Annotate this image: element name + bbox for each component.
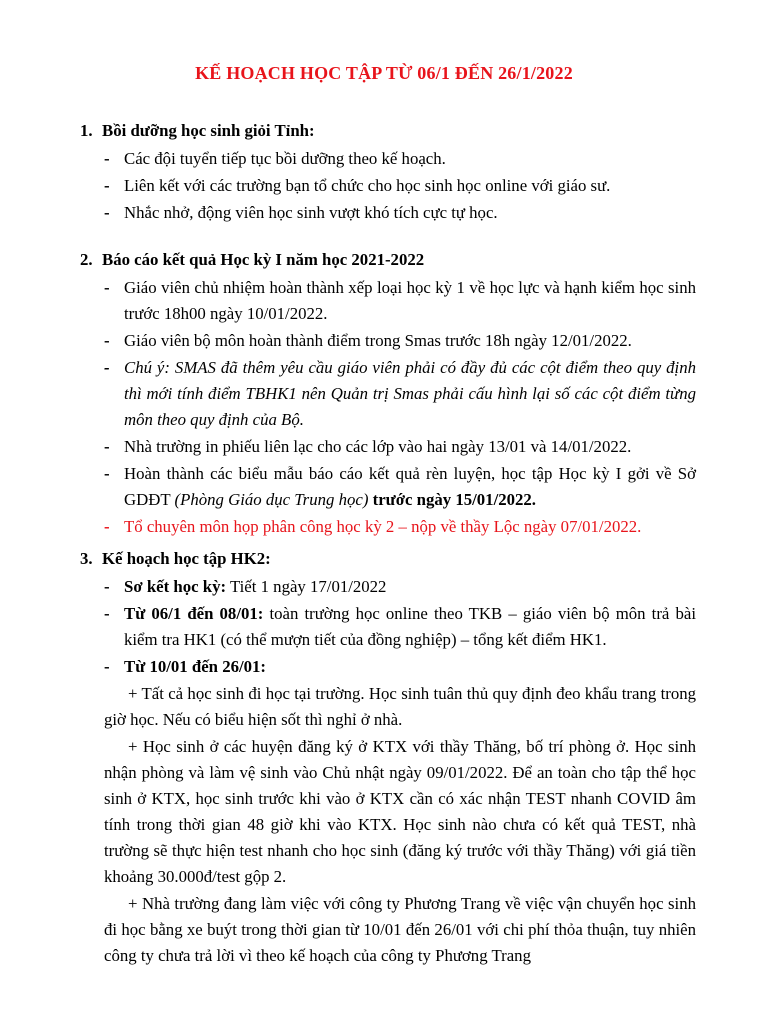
section-1-number: 1. — [80, 121, 93, 140]
list-item: - Các đội tuyển tiếp tục bồi dưỡng theo kế hoạch. — [80, 146, 696, 172]
list-item — [80, 461, 696, 513]
paragraph: + Tất cả học sinh đi học tại trường. Học sinh tuân thủ quy định đeo khẩu trang trong giờ học. Nếu có biểu hiện sốt thì nghỉ ở nhà. — [104, 684, 696, 729]
list-item: - Giáo viên chủ nhiệm hoàn thành xếp loại học kỳ 1 về học lực và hạnh kiểm học sinh trước 18h00 ngày 10/01/2022. — [80, 275, 696, 327]
item-text: toàn trường học online theo TKB – giáo viên bộ môn trả bài kiểm tra HK1 (có thể mượn tiết của đồng nghiệp) – tổng kết điểm HK1. — [124, 604, 696, 649]
section-1-heading — [80, 118, 696, 146]
item-label: Từ 10/01 đến 26/01: — [124, 657, 267, 676]
list-item: - Nhắc nhở, động viên học sinh vượt khó tích cực tự học. — [80, 200, 696, 226]
paragraph: + Học sinh ở các huyện đăng ký ở KTX với thầy Thăng, bố trí phòng ở. Học sinh nhận phòng và làm vệ sinh vào Chủ nhật ngày 09/01/2022. Để an toàn cho tập thể học sinh ở KTX, học sinh trước khi vào ở KTX cần có xác nhận TEST nhanh COVID âm tính trong thời gian 48 giờ khi vào KTX. Học sinh nào chưa có kết quả TEST, nhà trường sẽ thực hiện test nhanh cho học sinh (đăng ký trước với thầy Thăng) với giá tiền khoảng 30.000đ/test gộp 2. — [104, 737, 696, 886]
item-text: Tiết 1 ngày 17/01/2022 — [226, 577, 387, 596]
item-label: Sơ kết học kỳ: — [124, 577, 227, 596]
section-2-title: Báo cáo kết quả Học kỳ I năm học 2021-2022 — [102, 250, 425, 269]
section-3 — [80, 546, 696, 969]
section-2-number: 2. — [80, 250, 93, 269]
list-item — [80, 654, 696, 680]
section-1-title: Bồi dưỡng học sinh giỏi Tỉnh: — [102, 121, 315, 140]
item-deadline: trước ngày 15/01/2022. — [368, 490, 536, 509]
document-title: KẾ HOẠCH HỌC TẬP TỪ 06/1 ĐẾN 26/1/2022 — [195, 63, 573, 83]
section-3-title: Kế hoạch học tập HK2: — [102, 549, 271, 568]
paragraph: + Nhà trường đang làm việc với công ty Phương Trang về việc vận chuyển học sinh đi học bằng xe buýt trong thời gian từ 10/01 đến 26/01 với chi phí thỏa thuận, tuy nhiên công ty chưa trả lời vì theo kế hoạch của công ty Phương Trang — [104, 894, 696, 965]
section-3-number: 3. — [80, 549, 93, 568]
item-label: Từ 06/1 đến 08/01: — [124, 604, 264, 623]
section-2 — [80, 247, 696, 541]
list-item: - Nhà trường in phiếu liên lạc cho các lớp vào hai ngày 13/01 và 14/01/2022. — [80, 434, 696, 460]
highlight-item: - Tổ chuyên môn họp phân công học kỳ 2 – nộp về thầy Lộc ngày 07/01/2022. — [80, 514, 696, 540]
section-2-heading — [80, 247, 696, 275]
item-text: Hoàn thành các biểu mẫu báo cáo kết quả rèn luyện, học tập Học kỳ I gởi về Sở GDĐT — [124, 464, 696, 509]
list-item: - Giáo viên bộ môn hoàn thành điểm trong Smas trước 18h ngày 12/01/2022. — [80, 328, 696, 354]
list-item: - Liên kết với các trường bạn tổ chức cho học sinh học online với giáo sư. — [80, 173, 696, 199]
list-item — [80, 574, 696, 600]
section-3-heading — [80, 546, 696, 574]
note-item: - Chú ý: SMAS đã thêm yêu cầu giáo viên phải có đầy đủ các cột điểm theo quy định thì mới tính điểm TBHK1 nên Quản trị Smas phải cấu hình lại số các cột điểm từng môn theo quy định của Bộ. — [80, 355, 696, 433]
item-italic-text: (Phòng Giáo dục Trung học) — [174, 490, 369, 509]
section-1 — [80, 118, 696, 227]
list-item — [80, 601, 696, 653]
